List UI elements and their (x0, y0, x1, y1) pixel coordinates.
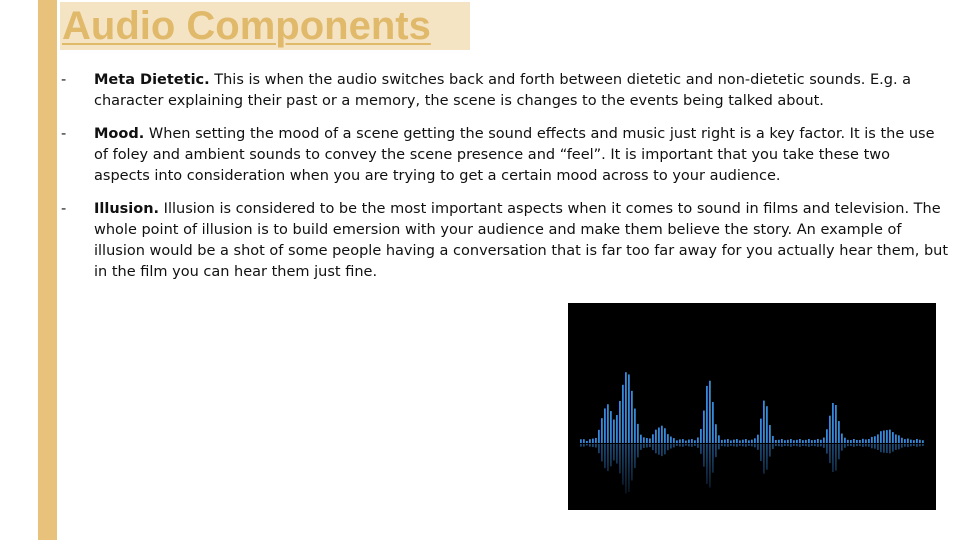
wave-reflection-bar (904, 444, 906, 447)
wave-reflection-bar (841, 444, 843, 451)
wave-reflection-bar (703, 444, 705, 467)
wave-reflection-bar (670, 444, 672, 449)
wave-reflection-bar (769, 444, 771, 457)
sound-wave-image (568, 303, 936, 510)
wave-reflection-bar (778, 444, 780, 446)
wave-bar (691, 439, 693, 443)
wave-reflection-bar (589, 444, 591, 447)
wave-reflection-bar (784, 444, 786, 446)
wave-bar (769, 425, 771, 443)
wave-reflection-bar (727, 444, 729, 447)
wave-reflection-bar (808, 444, 810, 447)
wave-reflection-bar (832, 444, 834, 472)
slide-title: Audio Components (60, 2, 470, 50)
wave-reflection-bar (586, 444, 588, 445)
wave-bar (601, 418, 603, 443)
wave-reflection-bar (907, 444, 909, 447)
wave-reflection-bar (880, 444, 882, 452)
wave-bar (724, 440, 726, 443)
wave-bar (580, 439, 582, 443)
wave-reflection-bar (649, 444, 651, 447)
wave-bar (619, 401, 621, 443)
wave-bar (877, 434, 879, 443)
wave-reflection-bar (619, 444, 621, 473)
wave-reflection-bar (889, 444, 891, 453)
bullet-text (94, 199, 950, 283)
wave-bar (808, 439, 810, 443)
wave-reflection-bar (916, 444, 918, 447)
wave-bar (868, 439, 870, 443)
wave-reflection-bar (844, 444, 846, 448)
wave-reflection-bar (700, 444, 702, 454)
bullet-term: Illusion. (94, 201, 160, 217)
wave-reflection-bar (865, 444, 867, 446)
wave-bar (799, 439, 801, 443)
wave-bar (592, 439, 594, 443)
wave-reflection-bar (874, 444, 876, 449)
wave-reflection-bar (811, 444, 813, 446)
wave-reflection-bar (616, 444, 618, 464)
wave-reflection-bar (853, 444, 855, 447)
wave-bar (853, 439, 855, 443)
wave-bar (901, 438, 903, 443)
wave-bar (610, 411, 612, 443)
wave-reflection-bar (631, 444, 633, 481)
wave-bar (589, 439, 591, 443)
bullet-body: Illusion is considered to be the most important aspects when it comes to sound in films and television. The whole point of illusion is to build emersion with your audience and make them believe the story. An example of illusion would be a shot of some people having a conversation that is far too far away for you actually hear them, but in the film you can hear them just fine. (94, 201, 949, 280)
wave-reflection-bar (835, 444, 837, 471)
wave-bar (652, 434, 654, 443)
wave-bar (814, 440, 816, 443)
wave-bar (673, 438, 675, 443)
wave-bar (628, 374, 630, 443)
wave-bar (742, 440, 744, 443)
wave-bar (643, 437, 645, 443)
wave-bar (712, 402, 714, 443)
wave-reflection-bar (910, 444, 912, 446)
wave-bar (727, 439, 729, 443)
bullet-item-illusion (60, 199, 950, 283)
wave-reflection-bar (772, 444, 774, 449)
wave-reflection-bar (883, 444, 885, 453)
wave-bar (823, 438, 825, 443)
wave-reflection-bar (856, 444, 858, 446)
wave-reflection-bar (742, 444, 744, 446)
wave-bar (763, 401, 765, 443)
wave-bar (607, 404, 609, 443)
wave-reflection-bar (673, 444, 675, 447)
wave-bar (850, 440, 852, 443)
wave-bar (904, 439, 906, 443)
wave-reflection-bar (814, 444, 816, 446)
wave-reflection-bar (628, 444, 630, 492)
wave-bar (733, 440, 735, 443)
wave-reflection-bar (652, 444, 654, 450)
wave-reflection-bar (901, 444, 903, 448)
wave-reflection-bar (685, 444, 687, 446)
wave-bar (718, 435, 720, 443)
wave-reflection-bar (688, 444, 690, 446)
wave-reflection-bar (790, 444, 792, 447)
bullet-term: Meta Dietetic. (94, 72, 210, 88)
wave-bar (658, 428, 660, 443)
wave-reflection-bar (736, 444, 738, 447)
wave-reflection-bar (643, 444, 645, 448)
wave-bar (832, 403, 834, 443)
wave-bar (700, 429, 702, 443)
wave-bar (685, 441, 687, 443)
wave-reflection-bar (601, 444, 603, 461)
wave-reflection-bar (847, 444, 849, 446)
wave-bar (847, 440, 849, 443)
wave-bar (640, 435, 642, 443)
wave-bar (778, 440, 780, 443)
wave-bar (736, 439, 738, 443)
wave-reflection-bar (694, 444, 696, 446)
wave-reflection-bar (598, 444, 600, 453)
wave-reflection-bar (817, 444, 819, 447)
bullet-body: When setting the mood of a scene getting the sound effects and music just right is a key factor. It is the use of foley and ambient sounds to convey the scene presence and “feel”. It is important that you take these two aspects into consideration when you are trying to get a certain mood across to your audience. (94, 126, 935, 184)
wave-bar (793, 440, 795, 443)
wave-bar (829, 416, 831, 443)
bullet-text (94, 70, 950, 112)
wave-bar (886, 430, 888, 443)
wave-bar (883, 430, 885, 443)
wave-bar (661, 426, 663, 443)
bullet-dash: - (61, 72, 67, 88)
wave-reflection-bar (799, 444, 801, 447)
wave-reflection-bar (604, 444, 606, 468)
wave-reflection-bar (829, 444, 831, 463)
wave-bar (751, 440, 753, 443)
wave-reflection-bar (760, 444, 762, 461)
wave-bar (802, 440, 804, 443)
wave-reflection-bar (667, 444, 669, 450)
bullet-body: This is when the audio switches back and forth between dietetic and non-dietetic sounds. E.g. a character explaining their past or a memory, the scene is changes to the events being talked about. (94, 72, 912, 109)
wave-reflection-bar (763, 444, 765, 474)
wave-bar (919, 440, 921, 443)
bullet-list (60, 70, 950, 295)
wave-reflection-bar (796, 444, 798, 446)
wave-reflection-bar (637, 444, 639, 457)
wave-reflection-bar (658, 444, 660, 455)
wave-reflection-bar (793, 444, 795, 446)
wave-bar (625, 372, 627, 443)
wave-reflection-bar (625, 444, 627, 494)
wave-bar (790, 439, 792, 443)
wave-bar (613, 420, 615, 443)
wave-bar (892, 432, 894, 443)
wave-bar (772, 436, 774, 443)
wave-bar (646, 438, 648, 443)
wave-bar (775, 440, 777, 443)
wave-reflection-bar (724, 444, 726, 446)
wave-bar (616, 415, 618, 443)
bullet-dash: - (61, 126, 67, 142)
wave-bar (697, 437, 699, 443)
wave-bar (622, 385, 624, 443)
wave-reflection-bar (712, 444, 714, 473)
wave-bar (784, 440, 786, 443)
wave-bar (898, 435, 900, 443)
wave-reflection-bar (682, 444, 684, 447)
wave-bar (838, 421, 840, 443)
wave-reflection-bar (691, 444, 693, 447)
wave-bar (664, 428, 666, 443)
wave-reflection-bar (730, 444, 732, 446)
wave-bar (583, 439, 585, 443)
wave-bar (916, 439, 918, 443)
wave-bar (910, 440, 912, 443)
wave-reflection-bar (733, 444, 735, 446)
wave-reflection-bar (748, 444, 750, 446)
wave-reflection-bar (721, 444, 723, 446)
bullet-item-mood (60, 124, 950, 187)
wave-reflection-bar (676, 444, 678, 446)
wave-bar (649, 438, 651, 443)
wave-reflection-bar (895, 444, 897, 450)
wave-bar (709, 381, 711, 443)
wave-bar (754, 438, 756, 443)
wave-reflection-bar (709, 444, 711, 488)
wave-reflection-bar (634, 444, 636, 468)
wave-reflection-bar (781, 444, 783, 447)
wave-bar (796, 440, 798, 443)
wave-bar (631, 391, 633, 443)
wave-bar (805, 440, 807, 443)
wave-bar (862, 439, 864, 443)
wave-bar (820, 440, 822, 443)
wave-reflection-bar (859, 444, 861, 446)
wave-bar (895, 434, 897, 443)
wave-bar (766, 406, 768, 443)
wave-reflection-bar (664, 444, 666, 454)
sound-wave-graphic (568, 303, 936, 510)
wave-bar (586, 441, 588, 443)
wave-reflection-bar (739, 444, 741, 446)
wave-bar (874, 436, 876, 443)
accent-bar (38, 0, 57, 540)
wave-reflection-bar (826, 444, 828, 454)
wave-reflection-bar (718, 444, 720, 449)
wave-reflection-bar (607, 444, 609, 471)
wave-bar (880, 431, 882, 443)
wave-bar (730, 440, 732, 443)
wave-reflection-bar (766, 444, 768, 470)
wave-bar (871, 437, 873, 443)
wave-bar (922, 440, 924, 443)
wave-bar (667, 434, 669, 443)
wave-reflection-bar (898, 444, 900, 449)
wave-reflection-bar (646, 444, 648, 448)
wave-bar (760, 419, 762, 443)
wave-reflection-bar (850, 444, 852, 446)
wave-bar (859, 440, 861, 443)
wave-bar (913, 440, 915, 443)
wave-reflection-bar (877, 444, 879, 450)
wave-bar (637, 424, 639, 443)
wave-reflection-bar (913, 444, 915, 446)
wave-bar (787, 440, 789, 443)
wave-reflection-bar (886, 444, 888, 453)
wave-bar (598, 430, 600, 443)
wave-reflection-bar (745, 444, 747, 447)
wave-reflection-bar (595, 444, 597, 448)
bullet-item-meta-dietetic (60, 70, 950, 112)
wave-bar (595, 438, 597, 443)
wave-bar (889, 430, 891, 443)
wave-bar (841, 434, 843, 443)
wave-reflection-bar (787, 444, 789, 446)
wave-reflection-bar (757, 444, 759, 450)
wave-reflection-bar (706, 444, 708, 484)
wave-bar (721, 440, 723, 443)
wave-reflection-bar (754, 444, 756, 447)
wave-bar (745, 439, 747, 443)
wave-reflection-bar (610, 444, 612, 466)
wave-bar (907, 439, 909, 443)
wave-bar (634, 409, 636, 443)
bullet-term: Mood. (94, 126, 145, 142)
wave-reflection-bar (661, 444, 663, 456)
wave-reflection-bar (679, 444, 681, 446)
wave-bar (655, 430, 657, 443)
wave-bar (706, 386, 708, 443)
bullet-dash: - (61, 201, 67, 217)
wave-bar (688, 440, 690, 443)
wave-reflection-bar (640, 444, 642, 450)
wave-reflection-bar (892, 444, 894, 452)
wave-reflection-bar (655, 444, 657, 453)
wave-bar (703, 411, 705, 443)
wave-reflection-bar (697, 444, 699, 448)
wave-bar (835, 405, 837, 443)
wave-reflection-bar (862, 444, 864, 447)
wave-bar (856, 440, 858, 443)
wave-reflection-bar (583, 444, 585, 447)
wave-reflection-bar (751, 444, 753, 446)
wave-bar (817, 439, 819, 443)
wave-bar (694, 440, 696, 443)
bullet-text (94, 124, 950, 187)
wave-reflection-bar (820, 444, 822, 446)
wave-bar (679, 439, 681, 443)
wave-bar (739, 440, 741, 443)
wave-bar (604, 408, 606, 443)
wave-reflection-bar (802, 444, 804, 446)
wave-bar (844, 438, 846, 443)
wave-reflection-bar (775, 444, 777, 446)
wave-reflection-bar (823, 444, 825, 448)
wave-bar (865, 439, 867, 443)
wave-bar (748, 440, 750, 443)
wave-reflection-bar (613, 444, 615, 460)
wave-bar (676, 440, 678, 443)
wave-reflection-bar (592, 444, 594, 447)
wave-reflection-bar (868, 444, 870, 447)
wave-bar (826, 429, 828, 443)
wave-bar (811, 440, 813, 443)
wave-reflection-bar (919, 444, 921, 446)
wave-bar (781, 439, 783, 443)
wave-reflection-bar (715, 444, 717, 457)
wave-reflection-bar (922, 444, 924, 446)
wave-bar (682, 439, 684, 443)
wave-bar (715, 424, 717, 443)
wave-reflection-bar (838, 444, 840, 459)
wave-reflection-bar (622, 444, 624, 485)
wave-reflection-bar (805, 444, 807, 446)
wave-reflection-bar (580, 444, 582, 447)
wave-bar (670, 437, 672, 443)
wave-reflection-bar (871, 444, 873, 448)
wave-bar (757, 435, 759, 443)
